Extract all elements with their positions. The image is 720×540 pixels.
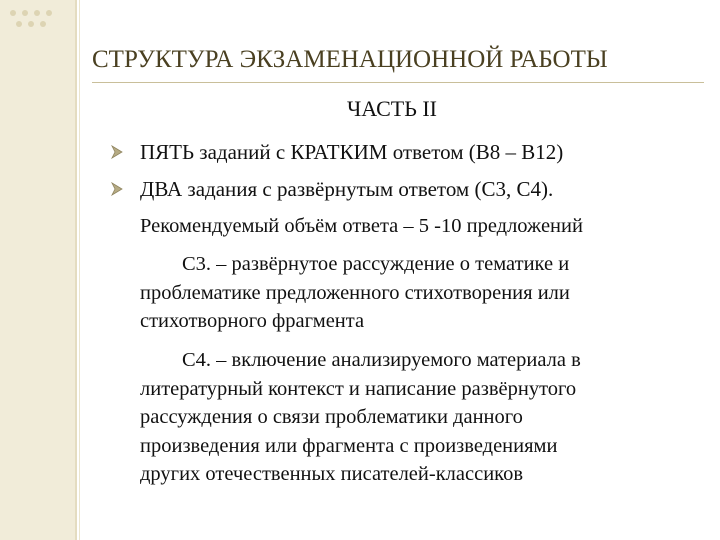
part-heading: ЧАСТЬ II — [347, 96, 437, 121]
c4-line: произведения или фрагмента с произведениями — [140, 434, 558, 457]
recommendation-text: Рекомендуемый объём ответа – 5 -10 предложений — [140, 215, 583, 237]
bullet-text: ПЯТЬ заданий с КРАТКИМ ответом (В8 – В12) — [140, 140, 564, 164]
dot — [10, 10, 16, 16]
decorative-dots — [6, 8, 70, 38]
dot — [34, 10, 40, 16]
c3-line: стихотворного фрагмента — [140, 310, 365, 332]
dot — [28, 21, 34, 27]
dot — [16, 21, 22, 27]
arrow-bullet-icon — [110, 145, 124, 159]
bullet-text: ДВА задания с развёрнутым ответом (С3, С4). — [140, 177, 554, 201]
c4-line: С4. – включение анализируемого материала в — [182, 349, 581, 371]
side-decoration-panel — [0, 0, 75, 540]
dot — [22, 10, 28, 16]
c3-line: проблематике предложенного стихотворения или — [140, 281, 570, 304]
dot — [40, 21, 46, 27]
dot — [46, 10, 52, 16]
c3-line: С3. – развёрнутое рассуждение о тематике и — [182, 253, 570, 275]
slide-title: СТРУКТУРА ЭКЗАМЕНАЦИОННОЙ РАБОТЫ — [92, 46, 608, 73]
side-divider — [75, 0, 77, 540]
c4-paragraph — [140, 346, 710, 489]
side-divider-thin — [79, 0, 80, 540]
title-underline — [92, 82, 704, 83]
arrow-bullet-icon — [110, 182, 124, 196]
c4-line: литературный контекст и написание развёрнутого — [140, 377, 577, 400]
c4-line: рассуждения о связи проблематики данного — [140, 406, 523, 428]
c4-line: других отечественных писателей-классиков — [140, 463, 524, 485]
c3-paragraph — [140, 250, 710, 336]
